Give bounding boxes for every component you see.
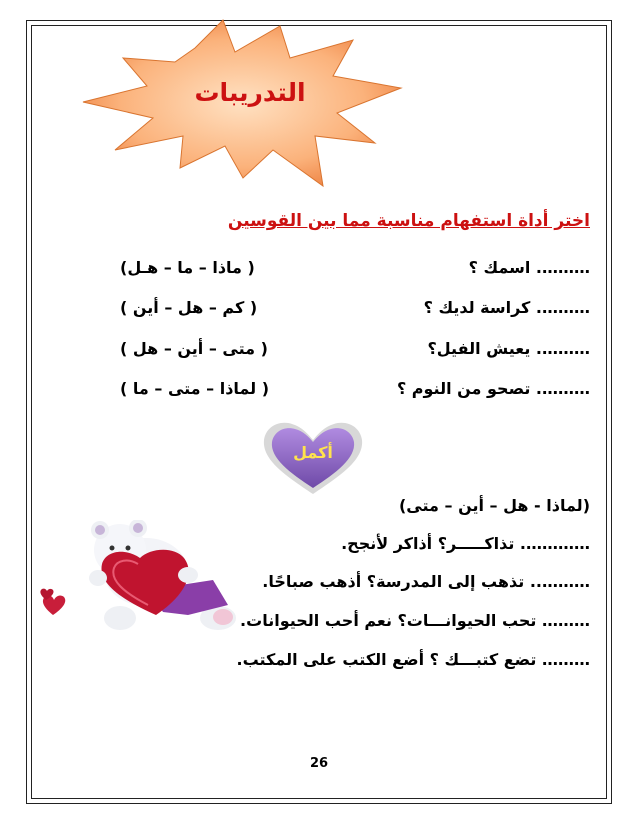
exercise-question: ………. اسمك ؟ <box>468 258 590 277</box>
completion-line: ……….. تذهب إلى المدرسة؟ أذهب صباحًا. <box>262 572 590 591</box>
instruction-heading: اختر أداة استفهام مناسبة مما بين القوسين <box>227 211 590 231</box>
exercise-question: ………. تصحو من النوم ؟ <box>396 379 590 398</box>
page-number: 26 <box>309 756 329 771</box>
exercise-question: ………. يعيش الفيل؟ <box>427 339 590 358</box>
page-title: التدريبات <box>194 78 306 107</box>
exercise-options: ( متى – أين – هل ) <box>120 339 268 358</box>
exercise-options: ( لماذا – متى – ما ) <box>120 379 270 398</box>
exercise-row <box>0 258 638 286</box>
exercise-row <box>0 339 638 367</box>
exercise-row <box>0 379 638 407</box>
teddy-bear-illustration <box>38 520 250 635</box>
completion-line: ……… تضع كتبـــك ؟ أضع الكتب على المكتب. <box>236 650 590 669</box>
heart-badge <box>258 418 368 498</box>
exercise-row <box>0 298 638 326</box>
exercise-options: ( كم – هل – أين ) <box>120 298 258 317</box>
completion-line: ……… تحب الحيوانـــات؟ نعم أحب الحيوانات. <box>240 611 590 630</box>
heart-label: أكمل <box>293 443 333 462</box>
completion-line: …………. تذاكـــــر؟ أذاكر لأنجح. <box>341 534 590 553</box>
exercise-options: ( ماذا – ما – هـل) <box>120 258 255 277</box>
word-bank: (لماذا - هل – أين – متى) <box>398 496 590 515</box>
exercise-question: ………. كراسة لديك ؟ <box>423 298 590 317</box>
